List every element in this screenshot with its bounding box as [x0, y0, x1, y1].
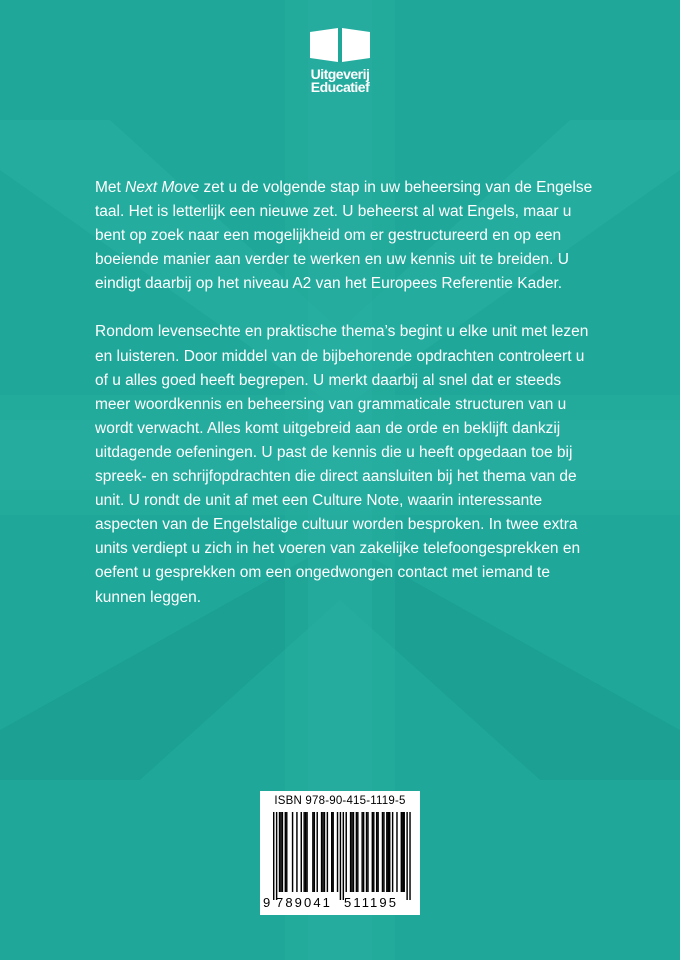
barcode-bar [280, 812, 281, 892]
barcode-bar [363, 812, 364, 892]
barcode-bar [392, 812, 393, 892]
publisher-name [300, 68, 380, 94]
barcode-bar [324, 812, 325, 892]
barcode-bar [404, 812, 405, 892]
barcode-bar [402, 812, 403, 892]
barcode-bar [279, 812, 280, 892]
blurb-p1-start: Met [95, 179, 126, 196]
blurb-paragraph-1 [95, 176, 600, 296]
barcode-bar [353, 812, 354, 892]
barcode-bar [376, 812, 377, 892]
barcode-bar [356, 812, 357, 892]
barcode-bar [351, 812, 352, 892]
barcode-bar [314, 812, 315, 892]
isbn-label: ISBN 978-90-415-1119-5 [274, 795, 406, 807]
barcode-bar [282, 812, 283, 892]
barcode-bar [327, 812, 328, 892]
barcode-bar [377, 812, 378, 892]
barcode-bar [373, 812, 374, 892]
barcode-bar [286, 812, 287, 892]
barcode-bar [401, 812, 402, 892]
barcode-bar [396, 812, 397, 892]
barcode-bar [346, 812, 347, 892]
barcode-bar [389, 812, 390, 892]
blurb-paragraph-2: Rondom levensechte en praktische thema’s begint u elke unit met lezen en luisteren. Door middel van de bijbehorende opdrachten controleert u of u alles goed heeft begrepen. U merkt daarbij al snel dat er steeds meer woordkennis en beheersing van grammaticale structuren van u wordt verwacht. Alles komt uitgebreid aan de orde en beklijft dankzij uitdagende oefeningen. U past de kennis die u heeft opgedaan toe bij spreek- en schrijfopdrachten die direct aansluiten bij het thema van de unit. U rondt de unit af met een Culture Note, waarin interessante aspecten van de Engelstalige cultuur worden besproken. In twee extra units verdiept u zich in het voeren van zakelijke telefoongesprekken en oefent u gesprekken om een ongedwongen contact met iemand te kunnen leggen. [95, 323, 589, 606]
blurb-p1-rest: zet u de volgende stap in uw beheersing van de Engelse taal. Het is letterlijk een nieuwe zet. U beheerst al wat Engels, maar u bent op zoek naar een mogelijkheid om er gestructureerd en op een boeiende manier aan verder te werken en uw kennis uit te breiden. U eindigt daarbij op het niveau A2 van het Europees Referentie Kader. [95, 179, 593, 293]
barcode-guard-bar [276, 812, 277, 900]
barcode-bar [306, 812, 307, 892]
barcode-bar [285, 812, 286, 892]
ean-right-group: 511195 [344, 895, 399, 910]
ean-first-digit: 9 [263, 895, 271, 910]
barcode-bar [372, 812, 373, 892]
barcode-bar [303, 812, 304, 892]
barcode-bar [382, 812, 383, 892]
barcode-bar [357, 812, 358, 892]
publisher-name-line1: Uitgeverij [310, 66, 370, 82]
barcode-bar [350, 812, 351, 892]
barcode-guard-bar [343, 812, 344, 900]
open-book-icon [308, 26, 372, 64]
barcode-bar [332, 812, 333, 892]
publisher-name-line2: Educatief [310, 79, 370, 95]
ean-left-group: 789041 [276, 895, 332, 910]
barcode-bar [388, 812, 389, 892]
barcode-bar [367, 812, 368, 892]
barcode-bar [322, 812, 323, 892]
barcode-guard-bar [340, 812, 341, 900]
barcode-bar [296, 812, 297, 892]
barcode-bar [366, 812, 367, 892]
barcode-guard-bar [409, 812, 410, 900]
barcode-bar [383, 812, 384, 892]
barcode-bar [386, 812, 387, 892]
barcode-bar [312, 812, 313, 892]
publisher-logo [300, 26, 380, 94]
barcode-bar [361, 812, 362, 892]
isbn-barcode [260, 791, 420, 915]
blurb [95, 176, 600, 634]
book-title: Next Move [125, 179, 200, 196]
barcode-bar [292, 812, 293, 892]
barcode-bar [337, 812, 338, 892]
barcode-guard-bar [406, 812, 407, 900]
barcode-bar [321, 812, 322, 892]
barcode-guard-bar [273, 812, 274, 900]
barcode-bar [317, 812, 318, 892]
barcode-bar [305, 812, 306, 892]
barcode-bar [301, 812, 302, 892]
barcode-bar [331, 812, 332, 892]
